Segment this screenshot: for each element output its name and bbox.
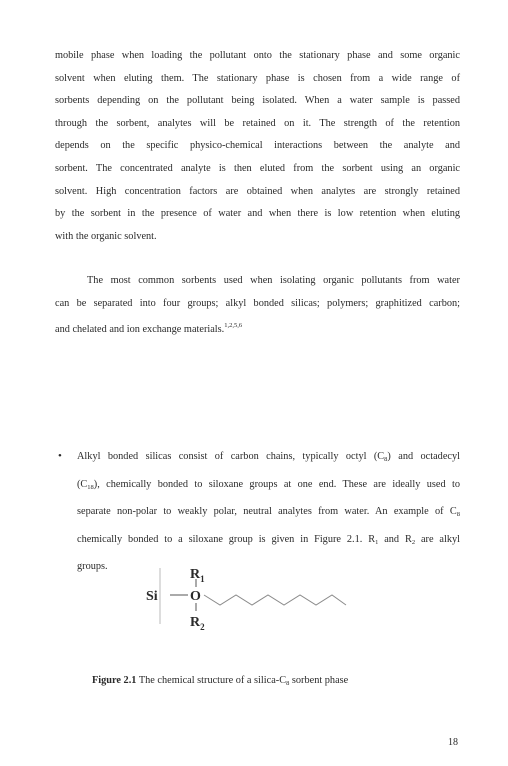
- page-number: 18: [448, 737, 458, 748]
- chemical-structure-figure: [140, 558, 370, 648]
- text-line: with the organic solvent.: [55, 230, 157, 242]
- subscript: 2: [411, 538, 416, 546]
- text-line: [77, 445, 460, 473]
- text-fragment: Alkyl bonded silicas consist of carbon chains, typically octyl (C: [77, 451, 385, 462]
- label-si: Si: [146, 589, 158, 604]
- figure-caption: [92, 675, 348, 687]
- text-line: by the sorbent in the presence of water and when there is low retention when eluting: [55, 208, 460, 220]
- subscript: 8: [384, 456, 388, 463]
- text-line: sorbent. The concentrated analyte is then eluted from the sorbent using an organic: [55, 162, 460, 174]
- caption-label: Figure 2.1: [92, 675, 137, 686]
- text-line: [77, 528, 460, 556]
- label-r2: $R_2$: [190, 615, 205, 632]
- label-o: O: [190, 589, 201, 604]
- paragraph-spe-description: [55, 45, 460, 248]
- text-fragment: ) and octadecyl: [387, 451, 460, 462]
- subscript: 18: [87, 483, 94, 491]
- text-fragment: and R: [378, 533, 412, 545]
- text-line: solvent when eluting them. The stationary phase is chosen from a wide range of: [55, 72, 460, 84]
- text-line: [55, 315, 460, 342]
- label-r1: $R_1$: [190, 567, 205, 584]
- citation-refs: 1,2,5,6: [224, 322, 243, 330]
- octyl-chain: [204, 595, 346, 605]
- text-line: through the sorbent, analytes will be retained on it. The strength of the retention: [55, 117, 460, 129]
- subscript: 8: [286, 680, 290, 687]
- text-fragment: separate non-polar to weakly polar, neutral analytes from water. An example of C: [77, 506, 457, 518]
- bullet-marker: •: [58, 450, 62, 462]
- text-fragment: (C: [77, 478, 88, 490]
- text-line: groups.: [77, 561, 108, 573]
- text-line: sorbents depending on the pollutant being isolated. When a water sample is passed: [55, 95, 460, 107]
- text-fragment: are alkyl: [415, 533, 461, 545]
- subscript: 1: [375, 538, 379, 546]
- text-line: mobile phase when loading the pollutant onto the stationary phase and some organic: [55, 50, 460, 61]
- text-line: depends on the specific physico-chemical interactions between the analyte and: [55, 140, 460, 152]
- text-line: [77, 473, 460, 501]
- text-fragment: The chemical structure of a silica-C: [138, 675, 287, 686]
- text-fragment: ), chemically bonded to siloxane groups at one end. These are ideally used to: [93, 478, 460, 490]
- text-line: [77, 500, 460, 528]
- text-fragment: and chelated and ion exchange materials.: [55, 324, 225, 336]
- text-fragment: chemically bonded to a siloxane group is given in Figure 2.1. R: [77, 533, 376, 545]
- subscript: 8: [456, 511, 460, 519]
- text-line: solvent. High concentration factors are obtained when analytes are strongly retained: [55, 185, 460, 197]
- text-line: can be separated into four groups; alkyl bonded silicas; polymers; graphitized carbon;: [55, 297, 460, 309]
- paragraph-sorbent-groups: [55, 270, 460, 342]
- text-fragment: sorbent phase: [289, 675, 349, 686]
- text-line: The most common sorbents used when isolating organic pollutants from water: [87, 275, 460, 286]
- caption-text: [139, 675, 348, 686]
